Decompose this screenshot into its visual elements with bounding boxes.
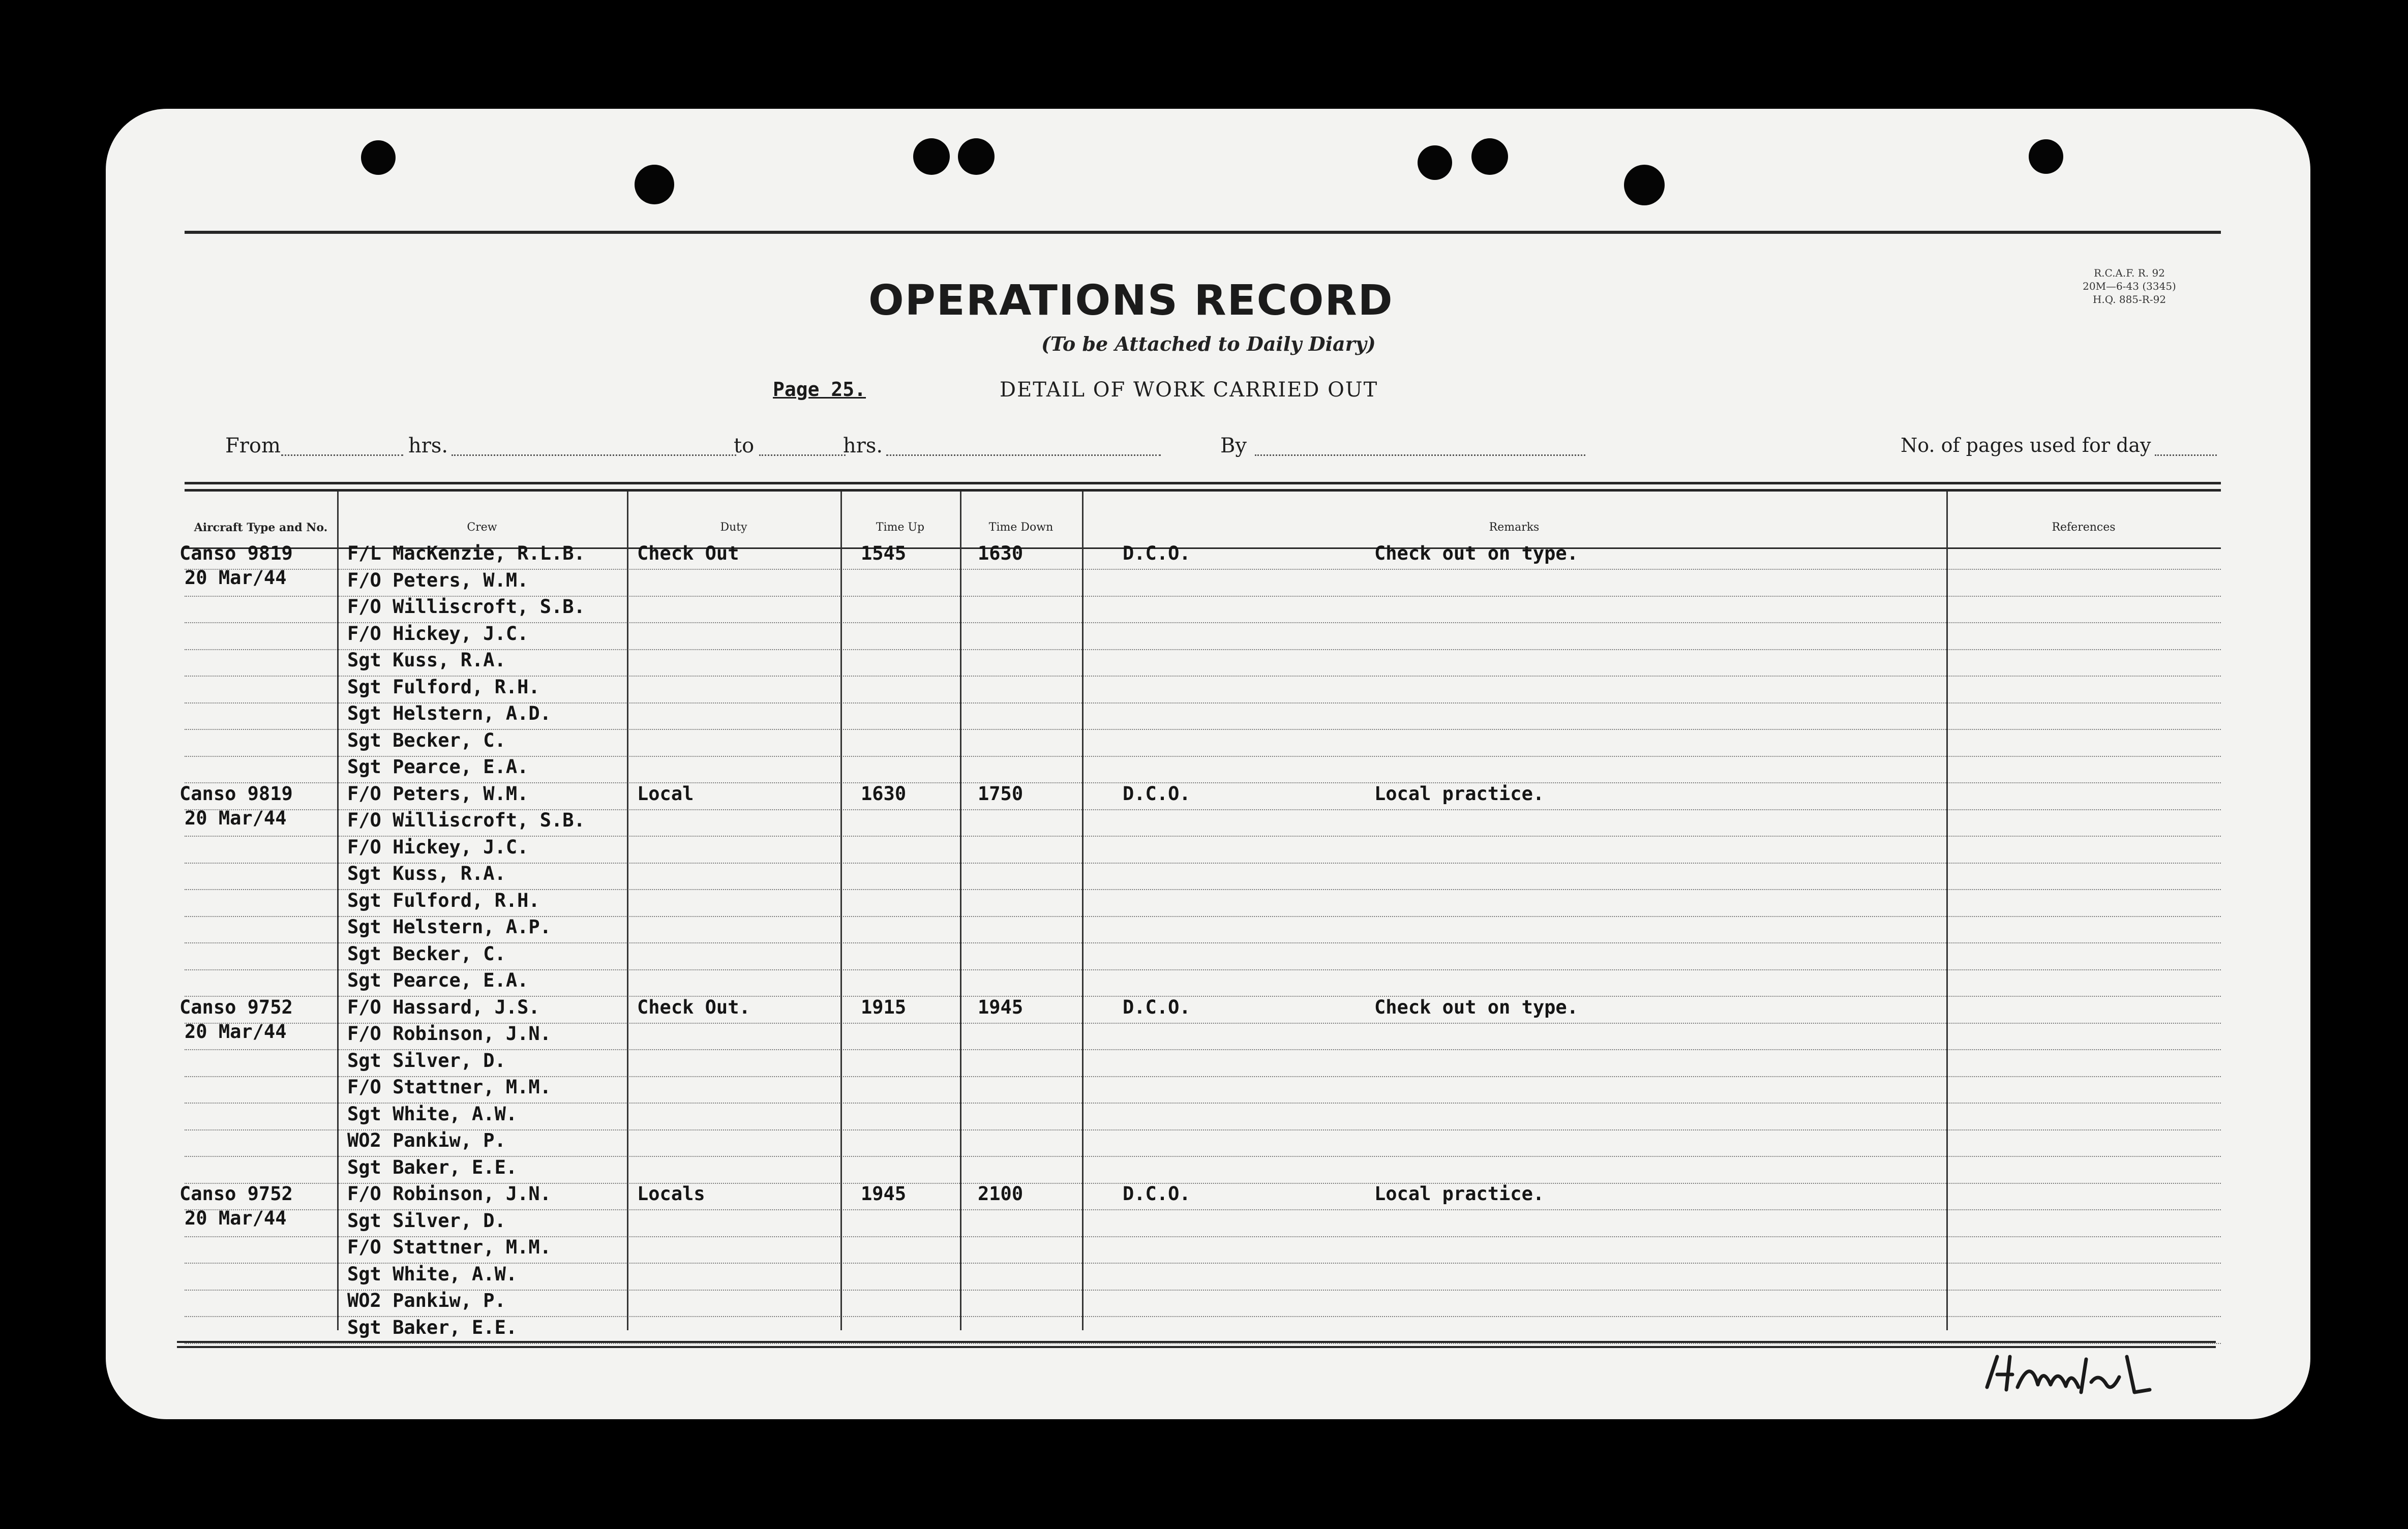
crew-member: F/O Williscroft, S.B. xyxy=(347,809,585,831)
ruled-line xyxy=(185,809,2221,810)
crew-member: F/L MacKenzie, R.L.B. xyxy=(347,542,585,564)
crew-member: F/O Stattner, M.M. xyxy=(347,1236,551,1258)
time-down: 1630 xyxy=(978,542,1024,564)
punch-hole xyxy=(361,140,396,175)
time-down: 2100 xyxy=(978,1183,1024,1205)
ruled-line xyxy=(185,1129,2221,1130)
table-bottom-rule xyxy=(177,1341,2216,1343)
punch-hole xyxy=(2029,139,2063,174)
table-bottom-rule xyxy=(177,1346,2216,1348)
ruled-line xyxy=(185,1156,2221,1157)
crew-member: Sgt Baker, E.E. xyxy=(347,1156,518,1178)
by-dots xyxy=(1255,454,1585,456)
form-code xyxy=(2063,266,2195,306)
page-subtitle: (To be Attached to Daily Diary) xyxy=(1041,332,1376,355)
to-label: to xyxy=(734,434,755,457)
ruled-line xyxy=(185,596,2221,597)
crew-member: Sgt Becker, C. xyxy=(347,942,506,965)
ruled-line xyxy=(185,756,2221,757)
ruled-line xyxy=(185,1316,2221,1317)
ruled-line xyxy=(185,863,2221,864)
col-header-references: References xyxy=(2052,521,2116,534)
form-code-line: H.Q. 885-R-92 xyxy=(2092,293,2166,305)
crew-member: WO2 Pankiw, P. xyxy=(347,1290,506,1311)
signature-scribble xyxy=(1982,1347,2155,1402)
ruled-line xyxy=(185,729,2221,730)
crew-member: F/O Peters, W.M. xyxy=(347,569,529,591)
col-separator xyxy=(960,492,961,1330)
operations-record-card xyxy=(106,109,2310,1419)
time-up: 1545 xyxy=(861,542,907,564)
duty: Check Out. xyxy=(637,996,750,1018)
crew-member: Sgt Kuss, R.A. xyxy=(347,649,506,671)
crew-member: Sgt Pearce, E.A. xyxy=(347,756,529,778)
page-label: Page 25. xyxy=(773,378,866,401)
ruled-line xyxy=(185,782,2221,783)
ruled-line xyxy=(185,1209,2221,1210)
crew-member: F/O Williscroft, S.B. xyxy=(347,596,585,618)
duty: Check Out xyxy=(637,542,739,564)
crew-member: Sgt White, A.W. xyxy=(347,1103,518,1125)
ruled-line xyxy=(185,1023,2221,1024)
ruled-line xyxy=(185,1076,2221,1077)
col-separator xyxy=(627,492,628,1330)
crew-member: F/O Hassard, J.S. xyxy=(347,996,540,1018)
pages-dots xyxy=(2155,454,2217,456)
ruled-line xyxy=(185,889,2221,890)
ruled-line xyxy=(185,1103,2221,1104)
remarks: Local practice. xyxy=(1374,782,1545,805)
time-up: 1945 xyxy=(861,1183,907,1205)
crew-member: F/O Hickey, J.C. xyxy=(347,622,529,645)
hrs-dots-2 xyxy=(886,454,1161,456)
col-header-aircraft: Aircraft Type and No. xyxy=(194,521,328,534)
operations-table xyxy=(179,492,2221,1356)
crew-member: F/O Peters, W.M. xyxy=(347,782,529,805)
ruled-line xyxy=(185,916,2221,917)
section-title: DETAIL OF WORK CARRIED OUT xyxy=(1000,378,1378,402)
hrs-dots-1 xyxy=(452,454,736,456)
col-header-crew: Crew xyxy=(467,521,497,534)
crew-member: F/O Stattner, M.M. xyxy=(347,1076,551,1098)
crew-member: Sgt Becker, C. xyxy=(347,729,506,751)
form-code-line: 20M—6-43 (3345) xyxy=(2083,280,2176,292)
signature xyxy=(1982,1347,2155,1404)
crew-member: Sgt Helstern, A.P. xyxy=(347,916,551,938)
flight-date: 20 Mar/44 xyxy=(185,807,287,829)
hrs-label-1: hrs. xyxy=(408,434,448,457)
ruled-line xyxy=(185,622,2221,623)
ruled-line xyxy=(185,676,2221,677)
crew-member: Sgt Helstern, A.D. xyxy=(347,702,551,724)
by-label: By xyxy=(1220,434,1247,457)
col-separator xyxy=(840,492,842,1330)
form-code-line: R.C.A.F. R. 92 xyxy=(2094,267,2165,279)
punch-hole xyxy=(1471,138,1508,175)
duty: Locals xyxy=(637,1183,705,1205)
punch-hole xyxy=(913,138,950,175)
aircraft-type: Canso 9752 xyxy=(179,996,293,1018)
crew-member: Sgt White, A.W. xyxy=(347,1263,518,1285)
to-dots xyxy=(759,454,846,456)
crew-member: Sgt Baker, E.E. xyxy=(347,1316,518,1338)
page-title: OPERATIONS RECORD xyxy=(868,277,1394,325)
from-label: From xyxy=(225,434,281,457)
time-down: 1945 xyxy=(978,996,1024,1018)
punch-hole xyxy=(635,165,674,204)
table-rows xyxy=(179,492,2221,1356)
flight-date: 20 Mar/44 xyxy=(185,567,287,589)
ruled-line xyxy=(185,969,2221,970)
top-rule xyxy=(185,231,2221,234)
flight-date: 20 Mar/44 xyxy=(185,1020,287,1043)
punch-hole xyxy=(1624,165,1665,205)
remarks: Check out on type. xyxy=(1374,996,1578,1018)
time-up: 1630 xyxy=(861,782,907,805)
ruled-line xyxy=(185,702,2221,704)
from-dots xyxy=(281,454,403,456)
flight-date: 20 Mar/44 xyxy=(185,1207,287,1229)
col-header-time-up: Time Up xyxy=(876,521,925,534)
col-separator xyxy=(1082,492,1083,1330)
ruled-line xyxy=(185,569,2221,570)
hrs-label-2: hrs. xyxy=(843,434,883,457)
crew-member: Sgt Silver, D. xyxy=(347,1049,506,1072)
crew-member: Sgt Fulford, R.H. xyxy=(347,889,540,911)
crew-member: F/O Hickey, J.C. xyxy=(347,836,529,858)
authorized-by: D.C.O. xyxy=(1123,782,1191,805)
authorized-by: D.C.O. xyxy=(1123,542,1191,564)
duty: Local xyxy=(637,782,694,805)
ruled-line xyxy=(185,1049,2221,1050)
ruled-line xyxy=(185,836,2221,837)
ruled-line xyxy=(185,1290,2221,1291)
ruled-line xyxy=(185,1183,2221,1184)
col-separator xyxy=(337,492,339,1330)
aircraft-type: Canso 9819 xyxy=(179,542,293,564)
crew-member: Sgt Fulford, R.H. xyxy=(347,676,540,698)
ruled-line xyxy=(185,1263,2221,1264)
aircraft-type: Canso 9752 xyxy=(179,1183,293,1205)
crew-member: WO2 Pankiw, P. xyxy=(347,1129,506,1151)
pages-label: No. of pages used for day xyxy=(1901,434,2151,456)
remarks: Local practice. xyxy=(1374,1183,1545,1205)
ruled-line xyxy=(185,649,2221,650)
col-separator xyxy=(1946,492,1948,1330)
crew-member: Sgt Pearce, E.A. xyxy=(347,969,529,991)
crew-member: F/O Robinson, J.N. xyxy=(347,1023,551,1045)
ruled-line xyxy=(185,1236,2221,1237)
crew-member: F/O Robinson, J.N. xyxy=(347,1183,551,1205)
crew-member: Sgt Silver, D. xyxy=(347,1209,506,1232)
ruled-line xyxy=(185,996,2221,997)
punch-hole xyxy=(1418,145,1452,180)
authorized-by: D.C.O. xyxy=(1123,1183,1191,1205)
col-header-remarks: Remarks xyxy=(1489,521,1540,534)
punch-hole xyxy=(958,138,995,175)
time-up: 1915 xyxy=(861,996,907,1018)
crew-member: Sgt Kuss, R.A. xyxy=(347,863,506,884)
col-header-duty: Duty xyxy=(720,521,747,534)
table-top-rule xyxy=(185,482,2221,484)
remarks: Check out on type. xyxy=(1374,542,1578,564)
authorized-by: D.C.O. xyxy=(1123,996,1191,1018)
ruled-line xyxy=(185,942,2221,943)
time-down: 1750 xyxy=(978,782,1024,805)
col-header-time-down: Time Down xyxy=(988,521,1054,534)
aircraft-type: Canso 9819 xyxy=(179,782,293,805)
